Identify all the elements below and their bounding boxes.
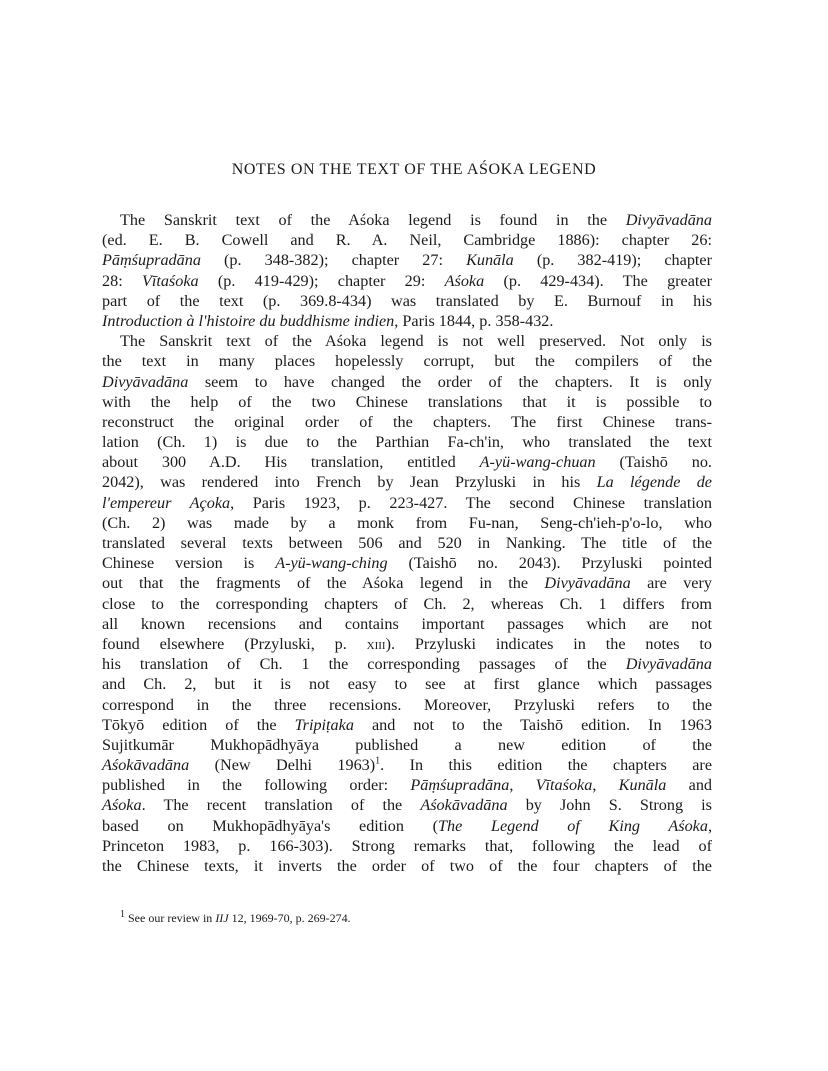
text-line: The Sanskrit text of the Aśoka legend is not well preserved. Not only is <box>120 332 712 351</box>
text-line: about 300 A.D. His translation, entitled A-yü-wang-chuan (Taishō no. <box>102 453 712 472</box>
text-line: his translation of Ch. 1 the corresponding passages of the Divyāvadāna <box>102 655 712 674</box>
text-line: the Chinese texts, it inverts the order of two of the four chapters of the <box>102 857 712 875</box>
text-line: Sujitkumār Mukhopādhyāya published a new edition of the <box>102 735 712 754</box>
text-line: lation (Ch. 1) is due to the Parthian Fa-ch'in, who translated the text <box>102 433 712 452</box>
text-line: 28: Vītaśoka (p. 419-429); chapter 29: Aśoka (p. 429-434). The greater <box>102 271 712 290</box>
text-line: found elsewhere (Przyluski, p. xiii). Przyluski indicates in the notes to <box>102 634 712 653</box>
text-line: Introduction à l'histoire du buddhisme indien, Paris 1844, p. 358-432. <box>102 311 554 330</box>
text-line: all known recensions and contains important passages which are not <box>102 614 712 633</box>
text-line: l'empereur Açoka, Paris 1923, p. 223-427. The second Chinese translation <box>102 493 712 512</box>
text-line: 2042), was rendered into French by Jean Przyluski in his La légende de <box>102 473 712 492</box>
footnote-marker: 1 <box>120 909 125 920</box>
text-line: part of the text (p. 369.8-434) was translated by E. Burnouf in his <box>102 291 712 310</box>
text-line: reconstruct the original order of the chapters. The first Chinese trans- <box>102 412 712 431</box>
text-line: Princeton 1983, p. 166-303). Strong remarks that, following the lead of <box>102 836 712 855</box>
text-line: Aśoka. The recent translation of the Aśokāvadāna by John S. Strong is <box>102 796 712 815</box>
text-line: Pāṃśupradāna (p. 348-382); chapter 27: Kunāla (p. 382-419); chapter <box>102 251 712 270</box>
text-line: The Sanskrit text of the Aśoka legend is found in the Divyāvadāna <box>120 211 712 229</box>
text-line: close to the corresponding chapters of Ch. 2, whereas Ch. 1 differs from <box>102 594 712 613</box>
text-line: Tōkyō edition of the Tripiṭaka and not to the Taishō edition. In 1963 <box>102 715 712 734</box>
text-line: the text in many places hopelessly corrupt, but the compilers of the <box>102 352 712 371</box>
text-line: correspond in the three recensions. Moreover, Przyluski refers to the <box>102 695 712 714</box>
text-line: out that the fragments of the Aśoka legend in the Divyāvadāna are very <box>102 574 712 593</box>
footnote-reference: 1 <box>375 755 381 767</box>
paragraph-2 <box>102 331 712 876</box>
page-title: NOTES ON THE TEXT OF THE AŚOKA LEGEND <box>231 161 597 178</box>
paragraph-1 <box>102 210 712 331</box>
text-line: (ed. E. B. Cowell and R. A. Neil, Cambridge 1886): chapter 26: <box>102 231 712 250</box>
text-line: translated several texts between 506 and 520 in Nanking. The title of the <box>102 534 712 552</box>
footnote: $^1$ See our review in IIJ 12, 1969-70, p. 269-274. <box>120 909 351 925</box>
text-line: Aśokāvadāna (New Delhi 1963)$^1$. In this edition the chapters are <box>102 755 712 775</box>
text-line: (Ch. 2) was made by a monk from Fu-nan, Seng-ch'ieh-p'o-lo, who <box>102 513 712 532</box>
body-text <box>102 210 712 876</box>
text-line: with the help of the two Chinese translations that it is possible to <box>102 392 712 411</box>
text-line: Divyāvadāna seem to have changed the order of the chapters. It is only <box>102 372 712 391</box>
text-line: and Ch. 2, but it is not easy to see at first glance which passages <box>102 675 712 694</box>
text-line: based on Mukhopādhyāya's edition (The Legend of King Aśoka, <box>102 816 713 835</box>
text-line: published in the following order: Pāṃśupradāna, Vītaśoka, Kunāla and <box>102 776 713 795</box>
text-line: Chinese version is A-yü-wang-ching (Taishō no. 2043). Przyluski pointed <box>102 554 712 573</box>
